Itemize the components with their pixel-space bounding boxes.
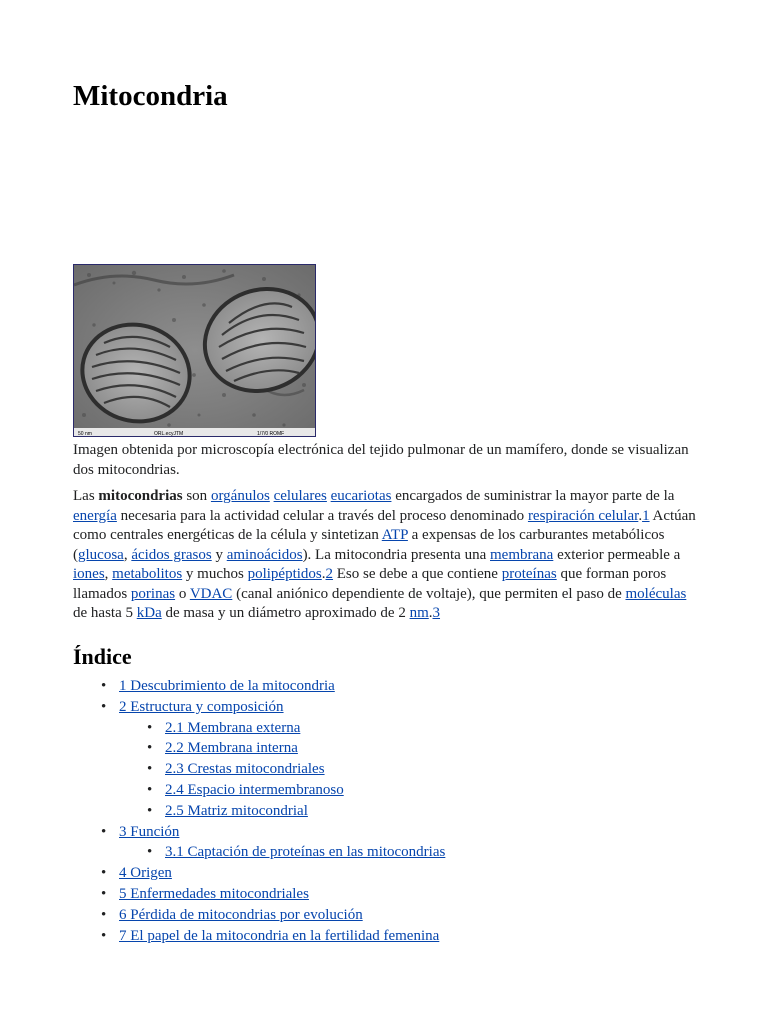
intro-text: , [123,546,132,563]
toc-item [73,759,445,780]
link-porinas[interactable]: porinas [130,585,176,602]
link-membrana[interactable]: membrana [490,546,554,563]
toc-item [73,780,445,801]
link-nm[interactable]: nm [409,605,429,621]
link-atp[interactable]: ATP [381,527,408,543]
scale-label-3: 1/7/0 ROMF [257,431,285,436]
link-organulos[interactable]: orgánulos [210,488,270,504]
link-moleculas[interactable]: moléculas [625,585,687,602]
reference-link-2[interactable]: 2 [325,566,334,582]
intro-text: de masa y un diámetro aproximado de 2 [161,605,410,621]
link-acidos-grasos[interactable]: ácidos grasos [131,546,212,563]
toc-item [73,801,445,822]
toc-link[interactable]: 2.2 Membrana interna [165,740,298,757]
intro-text: . [321,566,326,582]
intro-text: son [182,488,211,504]
toc-link[interactable]: 4 Origen [119,865,172,882]
toc-item [73,697,445,718]
intro-text: o [175,585,190,602]
link-celulares[interactable]: celulares [273,488,327,504]
toc-item [73,905,445,926]
link-iones[interactable]: iones [73,566,105,582]
intro-text: encargados de suministrar la mayor parte de la [391,488,675,504]
intro-text: Actúan como centrales energéticas de la célula y sintetizan [73,507,696,543]
intro-text: (canal aniónico dependiente de voltaje), que permiten el paso de [232,585,626,602]
toc-link[interactable]: 3.1 Captación de proteínas en las mitocondrias [165,844,446,861]
link-glucosa[interactable]: glucosa [78,546,124,563]
toc-link[interactable]: 7 El papel de la mitocondria en la fertilidad femenina [119,927,440,944]
link-aminoacidos[interactable]: aminoácidos [226,546,303,563]
toc-link[interactable]: 3 Función [119,823,180,840]
reference-link-3[interactable]: 3 [432,605,441,621]
toc-item [73,926,445,947]
intro-text: . [638,507,643,524]
toc-link[interactable]: 2.4 Espacio intermembranoso [165,781,344,798]
intro-text: y [211,546,227,563]
intro-text: ). La mitocondria presenta una [302,546,490,563]
toc-heading: Índice [73,644,132,669]
reference-link-1[interactable]: 1 [642,507,650,524]
toc-item [73,718,445,739]
link-vdac[interactable]: VDAC [189,585,233,602]
intro-text: Eso se debe a que contiene [333,566,502,582]
scale-label-2: ORL.ecyJTM [154,431,184,436]
toc-link[interactable]: 2 Estructura y composición [119,698,284,715]
toc-item [73,842,445,863]
link-proteinas[interactable]: proteínas [501,566,557,582]
intro-text: de hasta 5 [73,605,137,621]
table-of-contents [73,676,445,946]
toc-item [73,676,445,697]
toc-link[interactable]: 1 Descubrimiento de la mitocondria [119,678,335,694]
link-respiracion-celular[interactable]: respiración celular [527,507,639,524]
toc-link[interactable]: 2.5 Matriz mitocondrial [165,802,308,819]
intro-text: . [428,605,433,621]
intro-text: Las [73,488,99,504]
intro-text: que forman poros llamados [73,566,667,602]
toc-link[interactable]: 2.3 Crestas mitocondriales [165,761,325,778]
mitochondria-micrograph[interactable] [73,264,316,437]
toc-item [73,738,445,759]
toc-link[interactable]: 2.1 Membrana externa [165,719,301,736]
link-energia[interactable]: energía [73,507,117,524]
intro-bold-term: mitocondrias [98,488,183,504]
intro-paragraph [73,487,697,624]
intro-text: , [104,566,113,582]
toc-link[interactable]: 6 Pérdida de mitocondrias por evolución [119,906,363,923]
figure-caption: Imagen obtenida por microscopía electrónica del tejido pulmonar de un mamífero, donde se visualizan dos mitocondrias. [73,442,689,478]
intro-text: necesaria para la actividad celular a través del proceso denominado [116,507,528,524]
toc-link[interactable]: 5 Enfermedades mitocondriales [119,885,309,902]
toc-item [73,822,445,843]
link-eucariotas[interactable]: eucariotas [330,488,392,504]
intro-text: a expensas de los carburantes metabólicos ( [73,527,665,563]
intro-text: y muchos [182,566,248,582]
intro-text: exterior permeable a [553,546,681,563]
link-metabolitos[interactable]: metabolitos [112,566,183,582]
link-polipeptidos[interactable]: polipéptidos [247,566,322,582]
toc-item [73,884,445,905]
link-kda[interactable]: kDa [136,605,162,621]
scale-label-1: 50 nm [78,431,92,436]
page-title: Mitocondria [73,80,228,112]
toc-item [73,863,445,884]
micrograph-image [74,265,315,436]
